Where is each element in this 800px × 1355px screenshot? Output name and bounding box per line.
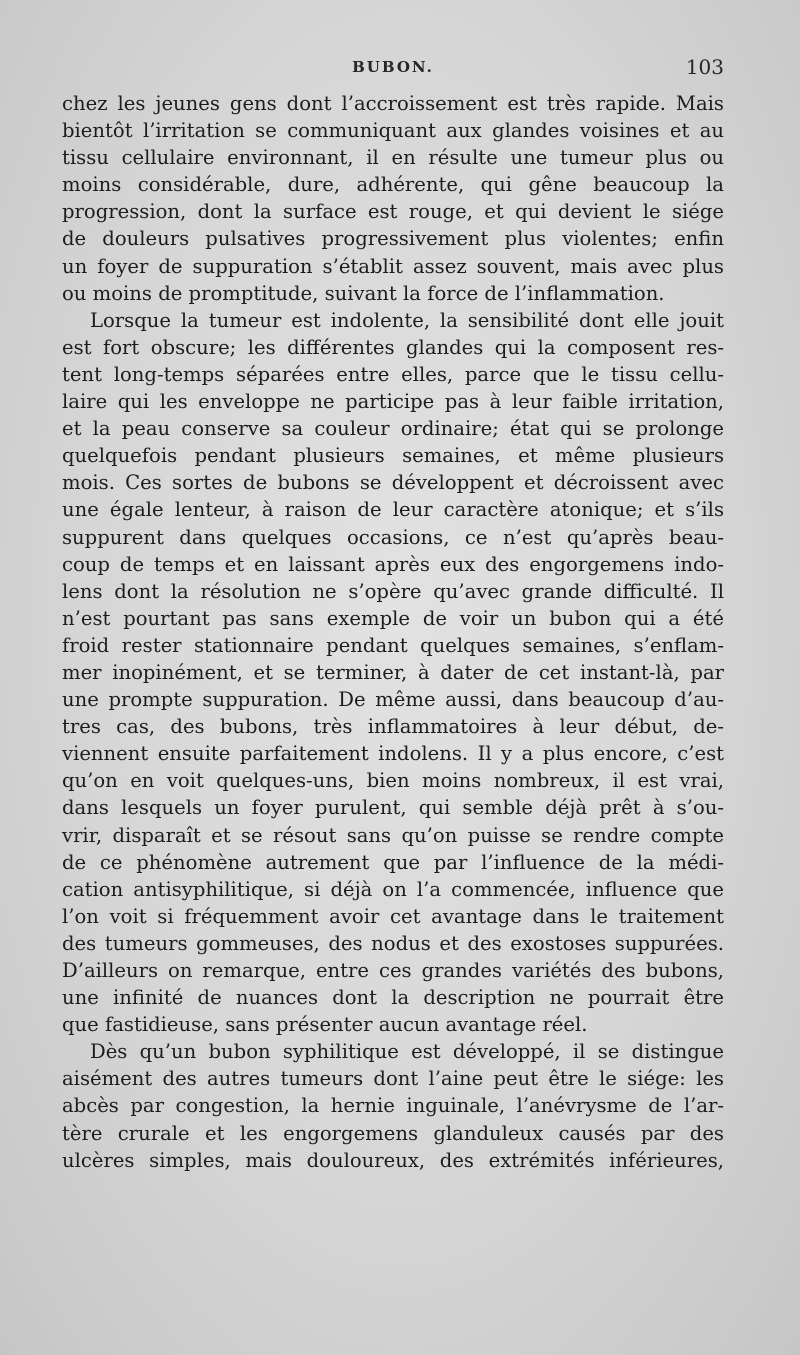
page-number: 103: [685, 55, 724, 79]
text-line: abcès par congestion, la hernie inguinale, l’anévrysme de l’ar-: [62, 1094, 724, 1118]
text-line: vrir, disparaît et se résout sans qu’on puisse se rendre compte: [62, 823, 724, 847]
running-title: BUBON.: [352, 58, 434, 76]
text-line: viennent ensuite parfaitement indolens. Il y a plus encore, c’est: [62, 742, 724, 766]
text-line: laire qui les enveloppe ne participe pas à leur faible irritation,: [62, 390, 724, 414]
text-line: D’ailleurs on remarque, entre ces grandes variétés des bubons,: [62, 959, 724, 982]
text-line: froid rester stationnaire pendant quelques semaines, s’enflam-: [62, 633, 724, 657]
text-line: est fort obscure; les différentes glandes qui la composent res-: [62, 335, 724, 359]
text-line: un foyer de suppuration s’établit assez souvent, mais avec plus: [62, 254, 724, 278]
page-header: [62, 55, 724, 86]
text-line: quelquefois pendant plusieurs semaines, et même plusieurs: [62, 444, 724, 468]
text-line: une égale lenteur, à raison de leur caractère atonique; et s’ils: [62, 498, 724, 522]
text-line: de douleurs pulsatives progressivement plus violentes; enfin: [62, 227, 724, 251]
text-line: qu’on en voit quelques-uns, bien moins nombreux, il est vrai,: [62, 769, 724, 793]
text-line: aisément des autres tumeurs dont l’aine peut être le siége: les: [62, 1067, 724, 1091]
text-line: bientôt l’irritation se communiquant aux glandes voisines et au: [62, 119, 724, 143]
text-line: ou moins de promptitude, suivant la force de l’inflammation.: [62, 281, 665, 305]
text-line: coup de temps et en laissant après eux des engorgemens indo-: [62, 552, 724, 576]
text-line: de ce phénomène autrement que par l’influence de la médi-: [62, 850, 724, 874]
text-line: tent long-temps séparées entre elles, parce que le tissu cellu-: [62, 362, 724, 386]
text-line: ulcères simples, mais douloureux, des extrémités inférieures,: [62, 1148, 724, 1172]
text-line: lens dont la résolution ne s’opère qu’avec grande difficulté. Il: [62, 579, 724, 603]
text-line: tère crurale et les engorgemens glanduleux causés par des: [62, 1121, 724, 1145]
text-line: moins considérable, dure, adhérente, qui gêne beaucoup la: [62, 173, 724, 197]
text-line: mer inopinément, et se terminer, à dater de cet instant-là, par: [62, 660, 724, 684]
text-line: que fastidieuse, sans présenter aucun avantage réel.: [62, 1013, 588, 1037]
text-line: progression, dont la surface est rouge, et qui devient le siége: [62, 200, 724, 224]
text-line: cation antisyphilitique, si déjà on l’a commencée, influence que: [62, 877, 724, 901]
text-line: mois. Ces sortes de bubons se développent et décroissent avec: [62, 471, 724, 495]
text-line: Lorsque la tumeur est indolente, la sensibilité dont elle jouit: [90, 308, 724, 332]
text-line: tissu cellulaire environnant, il en résulte une tumeur plus ou: [62, 146, 724, 170]
text-line: tres cas, des bubons, très inflammatoires à leur début, de-: [62, 715, 724, 739]
text-line: des tumeurs gommeuses, des nodus et des exostoses suppurées.: [62, 931, 724, 955]
text-line: Dès qu’un bubon syphilitique est développé, il se distingue: [90, 1040, 724, 1064]
text-line: l’on voit si fréquemment avoir cet avantage dans le traitement: [62, 904, 724, 928]
text-line: et la peau conserve sa couleur ordinaire; état qui se prolonge: [62, 417, 724, 441]
body-text: [62, 90, 724, 1174]
text-line: suppurent dans quelques occasions, ce n’est qu’après beau-: [62, 525, 724, 549]
text-line: une infinité de nuances dont la description ne pourrait être: [62, 986, 724, 1010]
text-line: n’est pourtant pas sans exemple de voir un bubon qui a été: [62, 606, 724, 630]
text-line: une prompte suppuration. De même aussi, dans beaucoup d’au-: [62, 688, 724, 712]
text-line: dans lesquels un foyer purulent, qui semble déjà prêt à s’ou-: [62, 796, 724, 820]
text-line: chez les jeunes gens dont l’accroissement est très rapide. Mais: [62, 92, 724, 115]
